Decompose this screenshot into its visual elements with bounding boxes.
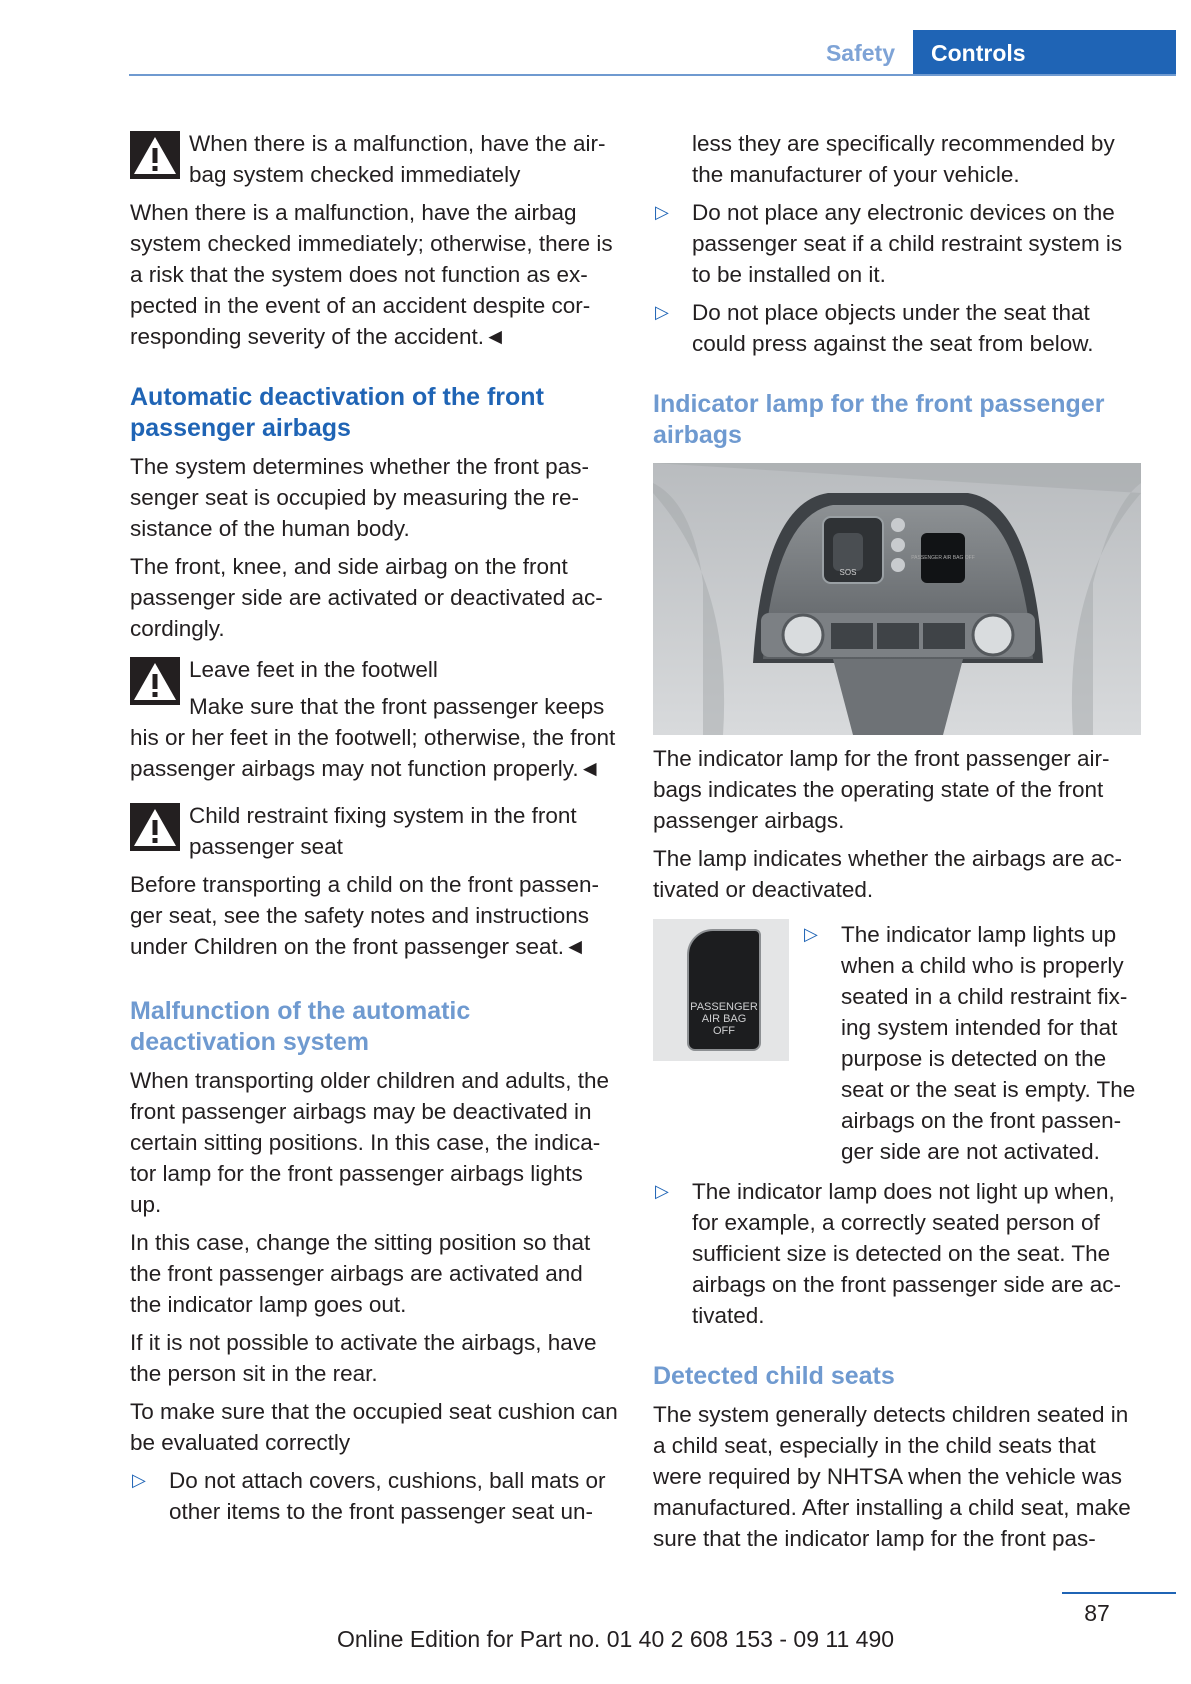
lamp-description-block: [653, 919, 1141, 1174]
warning-title: Leave feet in the footwell: [189, 657, 438, 682]
bullet-arrow-icon: ▷: [655, 302, 669, 322]
section-heading-malfunction: Malfunction of the automatic deactivation system: [130, 997, 471, 1056]
warning-body: Before transporting a child on the front passen‐ ger seat, see the safety notes and instructions under Children on the front passenger seat.◄: [130, 872, 600, 959]
section-heading-auto-deactivation: Automatic deactivation of the front passenger airbags: [130, 383, 544, 442]
console-label-sos: SOS: [839, 568, 857, 577]
list-item: ▷ Do not place objects under the seat that could press against the seat from below.: [653, 297, 1141, 359]
list-item: ▷ The indicator lamp does not light up when, for example, a correctly seated person of sufficient size is detected on the seat. The airbags on the front passenger side are ac‐ tivated.: [653, 1176, 1141, 1331]
paragraph: In this case, change the sitting position so that the front passenger airbags are activated and the indicator lamp goes out.: [130, 1230, 591, 1317]
bullet-arrow-icon: ▷: [804, 924, 818, 944]
left-column: [130, 128, 618, 1534]
paragraph: The indicator lamp for the front passenger air‐ bags indicates the operating state of the front passenger airbags.: [653, 746, 1110, 833]
overhead-console-image: [653, 463, 1141, 735]
right-column: [653, 128, 1141, 1561]
paragraph: The system determines whether the front pas‐ senger seat is occupied by measuring the re‐ sistance of the human body.: [130, 454, 589, 541]
bullet-arrow-icon: ▷: [132, 1470, 146, 1490]
warning-child-restraint: [130, 800, 618, 862]
tab-controls[interactable]: Controls: [913, 30, 1176, 76]
tab-safety[interactable]: Safety: [825, 40, 895, 66]
bullet-arrow-icon: ▷: [655, 202, 669, 222]
footer-rule: [1062, 1592, 1176, 1594]
paragraph: To make sure that the occupied seat cushion can be evaluated correctly: [130, 1399, 618, 1455]
lamp-label-line: AIR BAG: [701, 1013, 747, 1025]
section-heading-detected-child-seats: Detected child seats: [653, 1362, 895, 1390]
section-heading-indicator-lamp: Indicator lamp for the front passenger airbags: [653, 390, 1105, 449]
header-rule: [129, 74, 1176, 76]
warning-body: Make sure that the front passenger keeps his or her feet in the footwell; otherwise, the front passenger airbags may not function properly.◄: [130, 694, 616, 781]
paragraph: If it is not possible to activate the airbags, have the person sit in the rear.: [130, 1330, 597, 1386]
console-label-lamp: PASSENGER AIR BAG OFF: [911, 555, 975, 561]
warning-title: When there is a malfunction, have the air‐ bag system checked immediately: [189, 131, 606, 187]
warning-triangle-icon: [130, 131, 180, 179]
list-item: ▷ The indicator lamp lights up when a child who is properly seated in a child restraint fix‐ ing system intended for that purpose is detected on the seat or the seat is empty. The airbags on the front passen‐ ger side are not activated.: [802, 919, 1141, 1167]
warning-triangle-icon: [130, 803, 180, 851]
bullet-arrow-icon: ▷: [655, 1181, 669, 1201]
warning-airbag-malfunction: [130, 128, 618, 190]
paragraph: When transporting older children and adults, the front passenger airbags may be deactivated in certain sitting positions. In this case, the indica‐ tor lamp for the front passenger airbags lights up.: [130, 1068, 610, 1217]
warning-body: When there is a malfunction, have the airbag system checked immediately; otherwise, there is a risk that the system does not function as ex‐ pected in the event of an accident despite cor‐ responding severity of the accident.◄: [130, 200, 613, 349]
warning-triangle-icon: [130, 657, 180, 705]
warning-title: Child restraint fixing system in the front passenger seat: [189, 803, 577, 859]
paragraph: The lamp indicates whether the airbags are ac‐ tivated or deactivated.: [653, 846, 1122, 902]
edition-footer: Online Edition for Part no. 01 40 2 608 153 - 09 11 490: [336, 1626, 895, 1652]
page-number: 87: [1084, 1600, 1110, 1626]
list-item: less they are specifically recommended by the manufacturer of your vehicle.: [692, 131, 1115, 187]
paragraph: The system generally detects children seated in a child seat, especially in the child seats that were required by NHTSA when the vehicle was manufactured. After installing a child seat, make sure that the indicator lamp for the front pas‐: [653, 1402, 1131, 1551]
lamp-label-line: PASSENGER: [690, 1001, 758, 1013]
list-item: ▷ Do not attach covers, cushions, ball mats or other items to the front passenger seat un‐: [130, 1465, 618, 1527]
passenger-airbag-off-lamp-image: [653, 919, 789, 1061]
lamp-label-line: OFF: [713, 1025, 735, 1037]
list-item: ▷ Do not place any electronic devices on the passenger seat if a child restraint system is to be installed on it.: [653, 197, 1141, 290]
paragraph: The front, knee, and side airbag on the front passenger side are activated or deactivated ac‐ cordingly.: [130, 554, 603, 641]
